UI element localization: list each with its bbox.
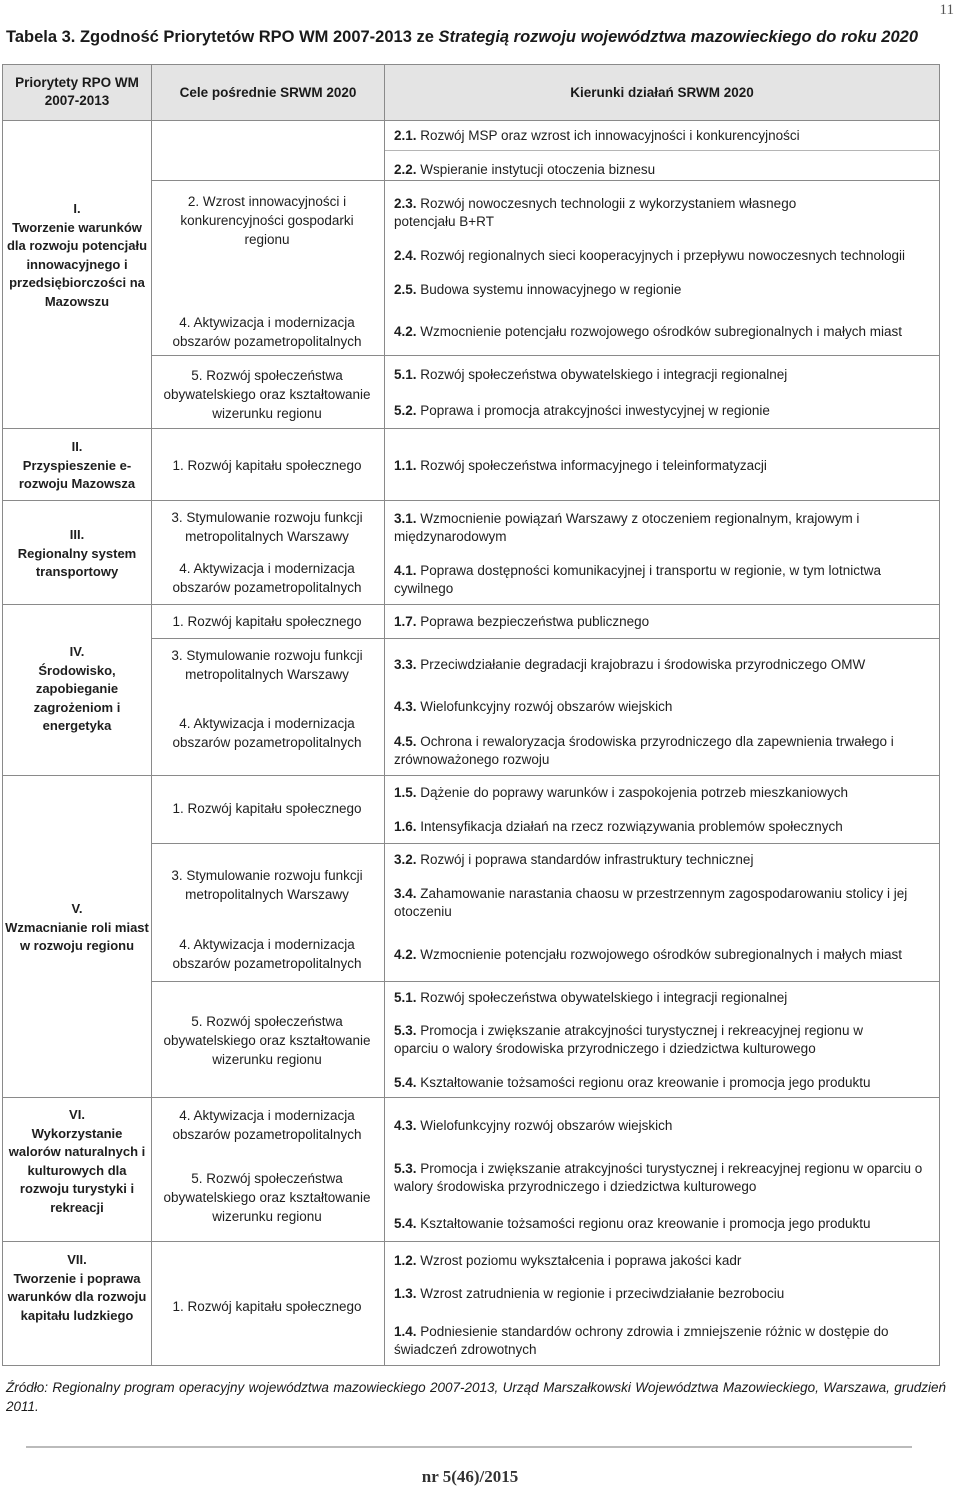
priority-2 bbox=[4, 438, 150, 494]
priority-6-name: Wykorzystanie walorów naturalnych i kulturowych dla rozwoju turystyki i rekreacji bbox=[8, 1125, 146, 1215]
col-separator-2 bbox=[384, 64, 385, 1366]
action-item: 1.2. Wzrost poziomu wykształcenia i poprawa jakości kadr bbox=[394, 1253, 742, 1268]
goal-cell: 3. Stymulowanie rozwoju funkcji metropolitalnych Warszawy bbox=[171, 648, 363, 682]
action-item: 2.1. Rozwój MSP oraz wzrost ich innowacyjności i konkurencyjności bbox=[394, 128, 800, 143]
action-item: 3.4. Zahamowanie narastania chaosu w przestrzennym zagospodarowaniu stolicy i jej otoczeniu bbox=[394, 886, 908, 919]
priority-6 bbox=[4, 1106, 150, 1217]
action-item: 1.4. Podniesienie standardów ochrony zdrowia i zmniejszenie różnic w dostępie do świadczeń zdrowotnych bbox=[394, 1324, 889, 1357]
goal-line-iv-top bbox=[151, 604, 940, 605]
priority-3-num: III. bbox=[69, 527, 85, 542]
priority-4-name: Środowisko, zapobieganie zagrożeniom i energetyka bbox=[33, 662, 121, 733]
priority-1 bbox=[4, 200, 150, 311]
priority-4 bbox=[4, 643, 150, 736]
action-item: 2.4. Rozwój regionalnych sieci kooperacyjnych i przepływu nowoczesnych technologii bbox=[394, 248, 906, 263]
priority-1-name: Tworzenie warunków dla rozwoju potencjału innowacyjnego i przedsiębiorczości na Mazowszu bbox=[6, 219, 148, 309]
action-item: 3.2. Rozwój i poprawa standardów infrastruktury technicznej bbox=[394, 852, 754, 867]
goal-cell: 1. Rozwój kapitału społecznego bbox=[172, 801, 362, 816]
action-item: 4.5. Ochrona i rewaloryzacja środowiska przyrodniczego dla zapewnienia trwałego i zrównoważonego rozwoju bbox=[394, 734, 894, 767]
goal-cell: 5. Rozwój społeczeństwa obywatelskiego oraz kształtowanie wizerunku regionu bbox=[163, 1171, 371, 1224]
goal-cell: 1. Rozwój kapitału społecznego bbox=[172, 458, 362, 473]
goal-line-i-top bbox=[151, 180, 940, 181]
goal-cell: 1. Rozwój kapitału społecznego bbox=[172, 1299, 362, 1314]
priority-5 bbox=[4, 900, 150, 956]
action-item: 4.3. Wielofunkcyjny rozwój obszarów wiejskich bbox=[394, 1118, 673, 1133]
group-line-2 bbox=[2, 500, 940, 501]
col-separator-1 bbox=[151, 64, 152, 1366]
header-priorities: Priorytety RPO WM 2007-2013 bbox=[15, 75, 139, 108]
page-number: 11 bbox=[939, 2, 954, 18]
priority-7-num: VII. bbox=[67, 1252, 87, 1267]
goal-cell: 2. Wzrost innowacyjności i konkurencyjności gospodarki regionu bbox=[180, 194, 354, 247]
priority-3 bbox=[4, 526, 150, 582]
priority-2-num: II. bbox=[71, 439, 83, 454]
group-line-6 bbox=[2, 1241, 940, 1242]
goal-cell: 1. Rozwój kapitału społecznego bbox=[172, 614, 362, 629]
action-item: 4.3. Wielofunkcyjny rozwój obszarów wiejskich bbox=[394, 699, 673, 714]
priority-7-name: Tworzenie i poprawa warunków dla rozwoju kapitału ludzkiego bbox=[7, 1270, 147, 1323]
footer-rule bbox=[26, 1446, 912, 1448]
priority-1-num: I. bbox=[73, 201, 81, 216]
goal-line-v-2 bbox=[151, 981, 940, 982]
table-title bbox=[6, 28, 918, 47]
action-item: 4.2. Wzmocnienie potencjału rozwojowego ośrodków subregionalnych i małych miast bbox=[394, 324, 903, 339]
action-item: 5.1. Rozwój społeczeństwa obywatelskiego i integracji regionalnej bbox=[394, 367, 788, 382]
action-item: 5.4. Kształtowanie tożsamości regionu oraz kreowanie i promocja jego produktu bbox=[394, 1075, 871, 1090]
action-item: 2.2. Wspieranie instytucji otoczenia biznesu bbox=[394, 162, 656, 177]
table-title-prefix: Tabela 3. Zgodność Priorytetów RPO WM 2007-2013 ze bbox=[6, 28, 439, 46]
goal-line-i-2 bbox=[151, 355, 940, 356]
action-item: 1.3. Wzrost zatrudnienia w regionie i przeciwdziałanie bezrobociu bbox=[394, 1286, 785, 1301]
action-item: 2.5. Budowa systemu innowacyjnego w regionie bbox=[394, 282, 682, 297]
priority-6-num: VI. bbox=[69, 1107, 85, 1122]
action-item: 5.1. Rozwój społeczeństwa obywatelskiego i integracji regionalnej bbox=[394, 990, 788, 1005]
action-item: 1.5. Dążenie do poprawy warunków i zaspokojenia potrzeb mieszkaniowych bbox=[394, 785, 849, 800]
goal-cell: 4. Aktywizacja i modernizacja obszarów pozametropolitalnych bbox=[172, 716, 362, 750]
issue-number: nr 5(46)/2015 bbox=[421, 1467, 519, 1486]
goal-line-v-1 bbox=[151, 843, 940, 844]
priority-2-name: Przyspieszenie e-rozwoju Mazowsza bbox=[18, 457, 136, 491]
action-item: 5.2. Poprawa i promocja atrakcyjności inwestycyjnej w regionie bbox=[394, 403, 770, 418]
table-title-italic: Strategią rozwoju województwa mazowieckiego do roku 2020 bbox=[438, 28, 919, 46]
action-item: 5.3. Promocja i zwiększanie atrakcyjności turystycznej i rekreacyjnej regionu w oparciu o walory środowiska przyrodniczego i dziedzictwa kulturowego bbox=[394, 1161, 923, 1194]
group-line-4 bbox=[2, 775, 940, 776]
action-item: 2.3. Rozwój nowoczesnych technologii z wykorzystaniem własnego potencjału B+RT bbox=[394, 196, 797, 229]
action-item: 5.4. Kształtowanie tożsamości regionu oraz kreowanie i promocja jego produktu bbox=[394, 1216, 871, 1231]
header-bottom-line bbox=[2, 120, 940, 121]
action-item: 1.6. Intensyfikacja działań na rzecz rozwiązywania problemów społecznych bbox=[394, 819, 843, 834]
source-note: Źródło: Regionalny program operacyjny województwa mazowieckiego 2007-2013, Urząd Marszałkowski Województwa Mazowieckiego, Warszawa, grudzień 2011. bbox=[6, 1380, 946, 1414]
priority-3-name: Regionalny system transportowy bbox=[17, 545, 137, 579]
action-item: 1.7. Poprawa bezpieczeństwa publicznego bbox=[394, 614, 650, 629]
header-goals: Cele pośrednie SRWM 2020 bbox=[179, 85, 357, 100]
goal-cell: 4. Aktywizacja i modernizacja obszarów pozametropolitalnych bbox=[172, 937, 362, 971]
goal-cell: 3. Stymulowanie rozwoju funkcji metropolitalnych Warszawy bbox=[171, 868, 363, 902]
goal-line-iv-1 bbox=[151, 638, 940, 639]
action-item: 3.1. Wzmocnienie powiązań Warszawy z otoczeniem regionalnym, krajowym i międzynarodowym bbox=[394, 511, 860, 544]
action-item: 1.1. Rozwój społeczeństwa informacyjnego i teleinformatyzacji bbox=[394, 458, 767, 473]
goal-cell: 5. Rozwój społeczeństwa obywatelskiego oraz kształtowanie wizerunku regionu bbox=[163, 368, 371, 421]
header-actions: Kierunki działań SRWM 2020 bbox=[570, 85, 754, 100]
goal-cell: 4. Aktywizacja i modernizacja obszarów pozametropolitalnych bbox=[172, 561, 362, 595]
group-line-1 bbox=[2, 428, 940, 429]
priority-5-name: Wzmacnianie roli miast w rozwoju regionu bbox=[5, 919, 149, 953]
action-item: 3.3. Przeciwdziałanie degradacji krajobrazu i środowiska przyrodniczego OMW bbox=[394, 657, 866, 672]
priority-7 bbox=[4, 1251, 150, 1325]
group-line-5 bbox=[2, 1097, 940, 1098]
action-item: 4.1. Poprawa dostępności komunikacyjnej i transportu w regionie, w tym lotnictwa cywilnego bbox=[394, 563, 881, 596]
goal-cell: 4. Aktywizacja i modernizacja obszarów pozametropolitalnych bbox=[172, 315, 362, 349]
priority-4-num: IV. bbox=[69, 644, 85, 659]
goal-cell: 5. Rozwój społeczeństwa obywatelskiego oraz kształtowanie wizerunku regionu bbox=[163, 1014, 371, 1067]
priority-5-num: V. bbox=[71, 901, 83, 916]
goal-cell: 4. Aktywizacja i modernizacja obszarów pozametropolitalnych bbox=[172, 1108, 362, 1142]
action-line bbox=[385, 150, 940, 151]
action-item: 5.3. Promocja i zwiększanie atrakcyjności turystycznej i rekreacyjnej regionu w oparciu o walory środowiska przyrodniczego i dziedzictwa kulturowego bbox=[394, 1023, 863, 1056]
goal-cell: 3. Stymulowanie rozwoju funkcji metropolitalnych Warszawy bbox=[171, 510, 363, 544]
action-item: 4.2. Wzmocnienie potencjału rozwojowego ośrodków subregionalnych i małych miast bbox=[394, 947, 903, 962]
